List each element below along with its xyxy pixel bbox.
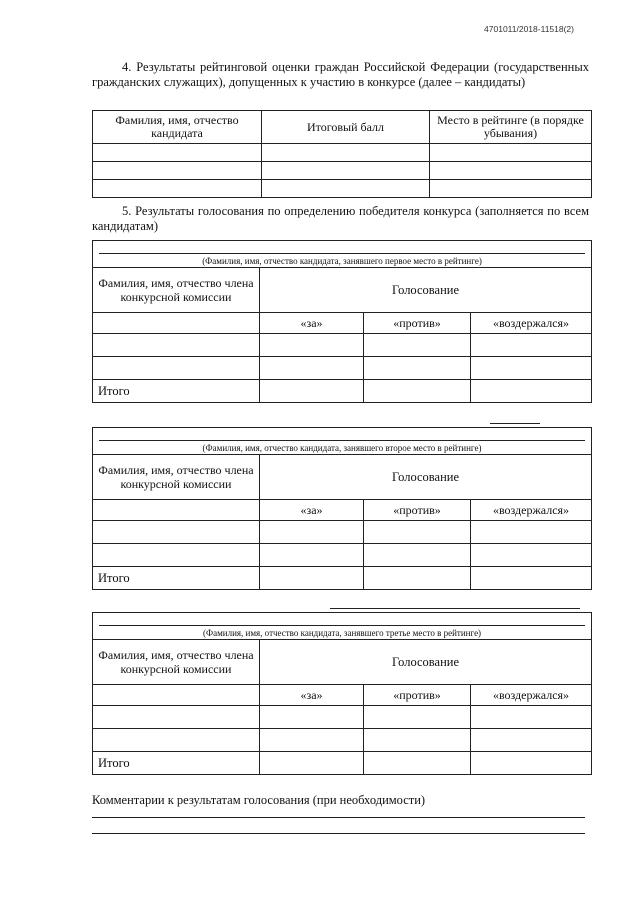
- vote-cell[interactable]: [93, 729, 260, 752]
- members-header: Фамилия, имя, отчество члена конкурсной комиссии: [93, 268, 260, 313]
- voting-header: Голосование: [260, 268, 592, 313]
- vote-cell[interactable]: [364, 729, 471, 752]
- members-header: Фамилия, имя, отчество члена конкурсной комиссии: [93, 640, 260, 685]
- total-cell[interactable]: [260, 567, 364, 590]
- total-cell[interactable]: [364, 567, 471, 590]
- candidate-name-line: [99, 440, 585, 441]
- vote-cell[interactable]: [260, 544, 364, 567]
- member-name-cell[interactable]: [93, 313, 260, 334]
- candidate-name-line: [99, 253, 585, 254]
- section-5-number: 5.: [122, 204, 132, 218]
- candidate-caption: (Фамилия, имя, отчество кандидата, занявшего первое место в рейтинге): [202, 256, 482, 266]
- candidate-name-line: [99, 625, 585, 626]
- vote-cell[interactable]: [93, 357, 260, 380]
- voting-header: Голосование: [260, 455, 592, 500]
- vote-cell[interactable]: [471, 334, 592, 357]
- table-row: [93, 334, 592, 357]
- abstained-header: «воздержался»: [471, 313, 592, 334]
- candidate-caption: (Фамилия, имя, отчество кандидата, занявшего третье место в рейтинге): [202, 628, 482, 638]
- section-4-text: Результаты рейтинговой оценки граждан Российской Федерации (государственных гражданских служащих), допущенных к участию в конкурсе (далее – кандидаты): [92, 60, 590, 89]
- rating-cell[interactable]: [430, 180, 592, 198]
- rating-header-place: Место в рейтинге (в порядке убывания): [430, 111, 592, 144]
- rating-table: [92, 110, 592, 198]
- comments-label: Комментарии к результатам голосования (при необходимости): [92, 793, 426, 807]
- rating-header-score: Итоговый балл: [262, 111, 430, 144]
- vote-cell[interactable]: [93, 334, 260, 357]
- candidate-caption: (Фамилия, имя, отчество кандидата, занявшего второе место в рейтинге): [202, 443, 482, 453]
- vote-cell[interactable]: [260, 706, 364, 729]
- rating-cell[interactable]: [262, 180, 430, 198]
- for-header: «за»: [260, 313, 364, 334]
- members-header: Фамилия, имя, отчество члена конкурсной комиссии: [93, 455, 260, 500]
- vote-cell[interactable]: [93, 521, 260, 544]
- total-label: Итого: [93, 380, 260, 403]
- candidate-name-cell[interactable]: [93, 241, 592, 268]
- total-cell[interactable]: [364, 752, 471, 775]
- vote-cell[interactable]: [260, 729, 364, 752]
- table-row: [93, 521, 592, 544]
- total-cell[interactable]: [471, 752, 592, 775]
- vote-cell[interactable]: [93, 706, 260, 729]
- vote-table-third-place: [92, 612, 592, 775]
- vote-cell[interactable]: [471, 706, 592, 729]
- vote-cell[interactable]: [471, 357, 592, 380]
- separator-line: [490, 423, 540, 424]
- vote-cell[interactable]: [364, 357, 471, 380]
- abstained-header: «воздержался»: [471, 685, 592, 706]
- section-5-paragraph: [92, 204, 589, 234]
- total-cell[interactable]: [260, 380, 364, 403]
- vote-cell[interactable]: [364, 521, 471, 544]
- table-row: [93, 729, 592, 752]
- abstained-header: «воздержался»: [471, 500, 592, 521]
- rating-cell[interactable]: [430, 144, 592, 162]
- table-row: [93, 144, 592, 162]
- table-row: [93, 180, 592, 198]
- total-cell[interactable]: [260, 752, 364, 775]
- voting-header: Голосование: [260, 640, 592, 685]
- vote-cell[interactable]: [260, 357, 364, 380]
- section-4-number: 4.: [122, 60, 132, 74]
- vote-cell[interactable]: [260, 521, 364, 544]
- table-row: [93, 544, 592, 567]
- rating-cell[interactable]: [93, 162, 262, 180]
- rating-cell[interactable]: [430, 162, 592, 180]
- table-row: [93, 162, 592, 180]
- candidate-name-cell[interactable]: [93, 613, 592, 640]
- against-header: «против»: [364, 685, 471, 706]
- total-cell[interactable]: [364, 380, 471, 403]
- section-5-text: Результаты голосования по определению победителя конкурса (заполняется по всем кандидатам): [92, 204, 589, 233]
- vote-cell[interactable]: [364, 706, 471, 729]
- rating-header-candidate: Фамилия, имя, отчество кандидата: [93, 111, 262, 144]
- total-label: Итого: [93, 567, 260, 590]
- total-cell[interactable]: [471, 567, 592, 590]
- candidate-name-cell[interactable]: [93, 428, 592, 455]
- vote-table-second-place: [92, 427, 592, 590]
- vote-cell[interactable]: [93, 544, 260, 567]
- vote-cell[interactable]: [364, 334, 471, 357]
- rating-cell[interactable]: [262, 144, 430, 162]
- comment-line[interactable]: [92, 833, 585, 834]
- vote-table-first-place: [92, 240, 592, 403]
- separator-line: [330, 608, 580, 609]
- member-name-cell[interactable]: [93, 685, 260, 706]
- against-header: «против»: [364, 313, 471, 334]
- comment-line[interactable]: [92, 817, 585, 818]
- table-row: [93, 706, 592, 729]
- vote-cell[interactable]: [471, 729, 592, 752]
- rating-cell[interactable]: [93, 144, 262, 162]
- rating-cell[interactable]: [262, 162, 430, 180]
- total-label: Итого: [93, 752, 260, 775]
- vote-cell[interactable]: [471, 544, 592, 567]
- section-4-paragraph: [92, 60, 589, 90]
- total-cell[interactable]: [471, 380, 592, 403]
- for-header: «за»: [260, 685, 364, 706]
- document-id: 4701011/2018-11518(2): [484, 24, 574, 34]
- rating-cell[interactable]: [93, 180, 262, 198]
- table-row: [93, 357, 592, 380]
- member-name-cell[interactable]: [93, 500, 260, 521]
- vote-cell[interactable]: [471, 521, 592, 544]
- vote-cell[interactable]: [260, 334, 364, 357]
- vote-cell[interactable]: [364, 544, 471, 567]
- for-header: «за»: [260, 500, 364, 521]
- against-header: «против»: [364, 500, 471, 521]
